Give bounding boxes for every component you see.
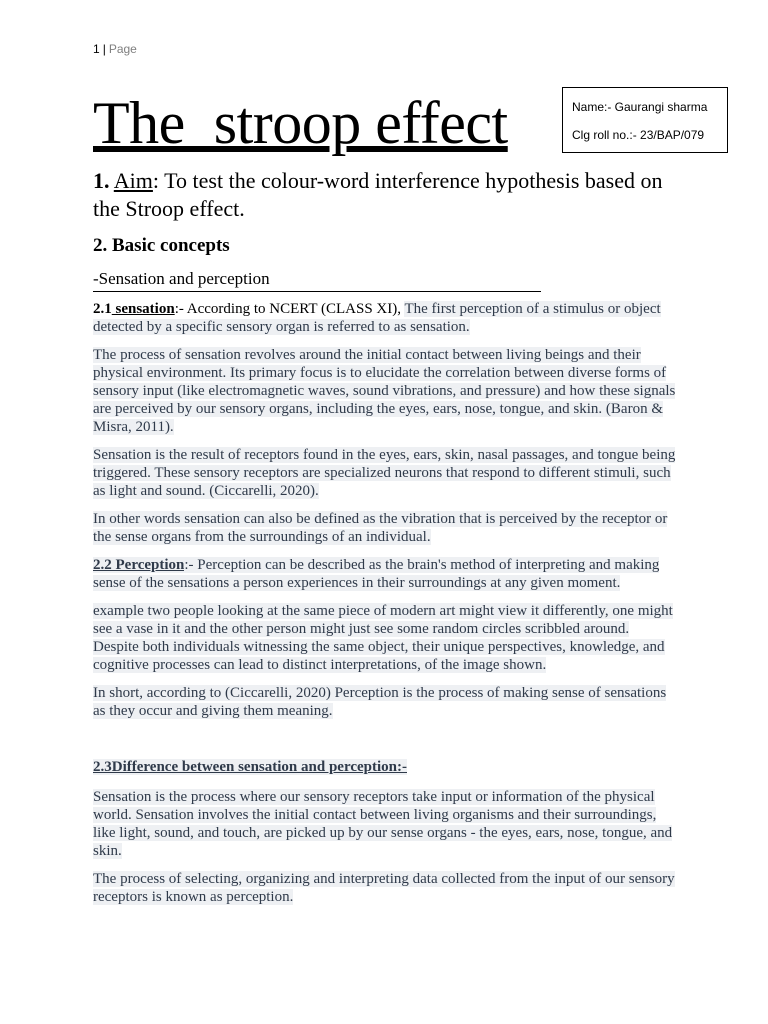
sec22-text: :- Perception can be described as the brain's method of interpreting and making sense of the sensations a person experiences in their surroundings at any given moment. bbox=[93, 557, 660, 591]
roll-number: Clg roll no.:- 23/BAP/079 bbox=[572, 128, 705, 142]
paragraph-example-text: example two people looking at the same piece of modern art might view it differently, one might see a vase in it and the other person might just see some random circles scribbled around. Despite both individuals witnessing the same object, their unique perspectives, knowledge, and cognitive processes can lead to distinct interpretations, of the image shown. bbox=[93, 603, 673, 673]
sec22-label: 2.2 Perception bbox=[93, 557, 185, 573]
difference-heading-text: 2.3Difference between sensation and perception:- bbox=[93, 759, 407, 775]
subheading-text: Sensation and perception bbox=[98, 269, 270, 288]
paragraph-difference-sensation bbox=[93, 788, 678, 860]
document-title: The stroop effect bbox=[93, 90, 508, 156]
paragraph-diff2-text: The process of selecting, organizing and interpreting data collected from the input of our sensory receptors is known as perception. bbox=[93, 871, 675, 905]
paragraph-process bbox=[93, 346, 678, 436]
basic-concepts-heading: 2. Basic concepts bbox=[93, 235, 230, 256]
aim-text: : To test the colour-word interference hypothesis based on the Stroop effect. bbox=[93, 168, 663, 221]
paragraph-short-text: In short, according to (Ciccarelli, 2020) Perception is the process of making sense of sensations as they occur and giving them meaning. bbox=[93, 685, 667, 719]
sec21-label: sensation bbox=[111, 301, 175, 317]
page-label: Page bbox=[108, 42, 137, 56]
student-name: Name:- Gaurangi sharma bbox=[572, 100, 708, 114]
name-box bbox=[562, 87, 728, 153]
aim-label: Aim bbox=[113, 168, 153, 193]
aim-section bbox=[93, 167, 678, 223]
paragraph-other-words bbox=[93, 510, 678, 546]
subheading-prefix: - bbox=[93, 269, 99, 288]
paragraph-example bbox=[93, 602, 678, 674]
page-header bbox=[93, 42, 137, 56]
sec21-lead: :- According to NCERT (CLASS XI), bbox=[174, 301, 405, 317]
document-body bbox=[93, 167, 678, 916]
sec21-text: The first perception of a stimulus or object detected by a specific sensory organ is referred to as sensation. bbox=[93, 301, 661, 335]
perception-definition bbox=[93, 556, 678, 592]
header-separator: | bbox=[102, 42, 106, 56]
sensation-perception-subheading bbox=[93, 267, 541, 292]
paragraph-other-text: In other words sensation can also be defined as the vibration that is perceived by the receptor or the sense organs from the surroundings of an individual. bbox=[93, 511, 668, 545]
paragraph-process-text: The process of sensation revolves around the initial contact between living beings and their physical environment. Its primary focus is to elucidate the correlation between diverse forms of sensory input (like electromagnetic waves, sound vibrations, and pressure) and how these signals are perceived by our sensory organs, including the eyes, ears, nose, tongue, and skin. (Baron & Misra, 2011). bbox=[93, 347, 676, 435]
paragraph-receptors bbox=[93, 446, 678, 500]
difference-heading bbox=[93, 758, 678, 776]
sensation-definition bbox=[93, 300, 678, 336]
paragraph-short bbox=[93, 684, 678, 720]
page-number: 1 bbox=[93, 42, 100, 56]
sec21-number: 2.1 bbox=[93, 301, 112, 317]
paragraph-diff1-text: Sensation is the process where our sensory receptors take input or information of the physical world. Sensation involves the initial contact between living organisms and their surroundings, like light, sound, and touch, are picked up by our sense organs - the eyes, ears, nose, tongue, and skin. bbox=[93, 789, 673, 859]
paragraph-receptors-text: Sensation is the result of receptors found in the eyes, ears, skin, nasal passages, and tongue being triggered. These sensory receptors are specialized neurons that respond to different stimuli, such as light and sound. (Ciccarelli, 2020). bbox=[93, 447, 676, 499]
aim-number: 1. bbox=[93, 168, 110, 193]
paragraph-difference-perception bbox=[93, 870, 678, 906]
